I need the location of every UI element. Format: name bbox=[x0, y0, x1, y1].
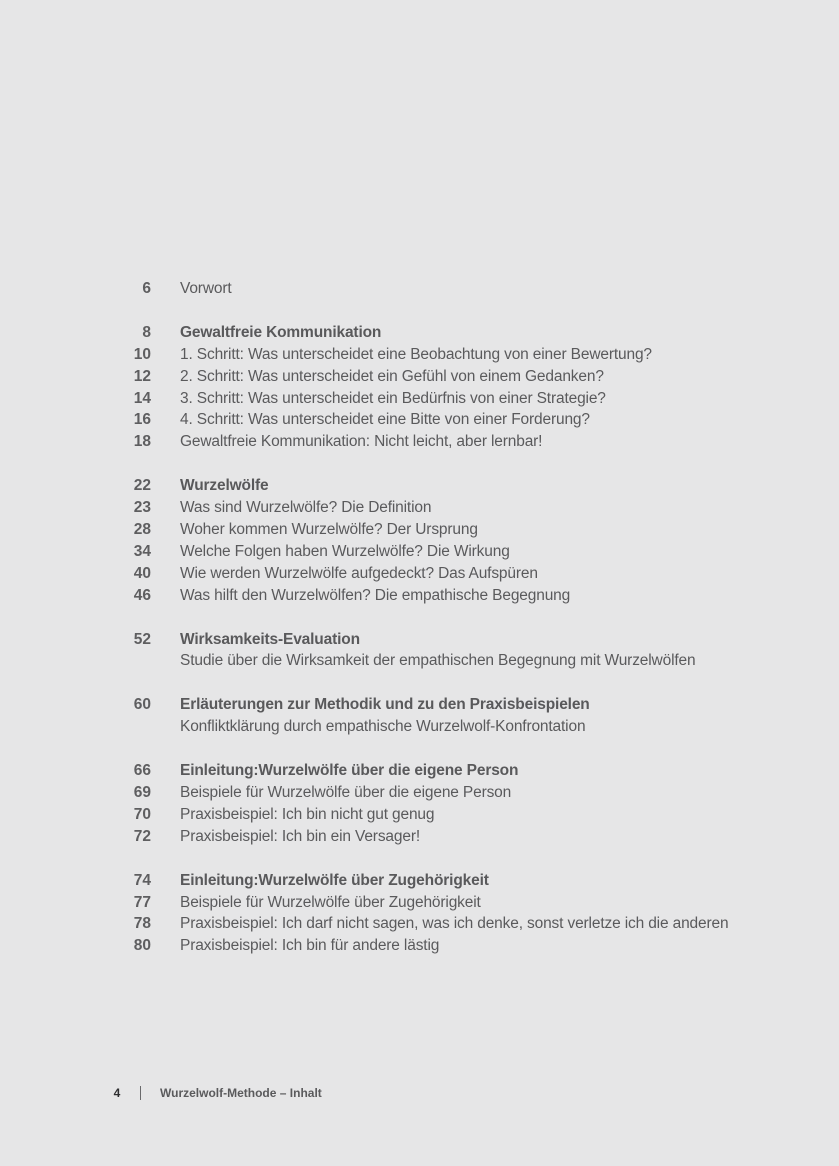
toc-page-number: 16 bbox=[133, 411, 151, 429]
toc-section bbox=[0, 694, 839, 738]
toc-section bbox=[0, 475, 839, 606]
toc-chapter-heading bbox=[0, 870, 839, 892]
toc-page-number: 70 bbox=[133, 805, 151, 823]
toc-page-number: 52 bbox=[133, 630, 151, 648]
footer-running-title: Wurzelwolf-Methode – Inhalt bbox=[160, 1086, 322, 1100]
footer-page-number: 4 bbox=[113, 1086, 121, 1100]
toc-entry bbox=[0, 344, 839, 366]
toc-entry-title: Wirksamkeits-Evaluation bbox=[180, 630, 360, 648]
toc-entry bbox=[0, 431, 839, 453]
toc-page-number: 72 bbox=[133, 827, 151, 845]
toc-page-number: 80 bbox=[133, 937, 151, 955]
toc-entry-title: Was sind Wurzelwölfe? Die Definition bbox=[180, 499, 432, 517]
toc-page-number: 60 bbox=[133, 696, 151, 714]
toc-entry-title: Wie werden Wurzelwölfe aufgedeckt? Das Aufspüren bbox=[180, 564, 538, 582]
toc-entry bbox=[0, 935, 839, 957]
page-footer bbox=[0, 1083, 839, 1103]
toc-entry-title: 4. Schritt: Was unterscheidet eine Bitte von einer Forderung? bbox=[180, 411, 590, 429]
toc-entry-title: Gewaltfreie Kommunikation: Nicht leicht, aber lernbar! bbox=[180, 433, 543, 451]
toc-entry-title: Vorwort bbox=[180, 280, 232, 297]
toc-entry bbox=[0, 388, 839, 410]
toc-entry bbox=[0, 278, 839, 300]
toc-entry bbox=[0, 585, 839, 607]
toc-chapter-heading bbox=[0, 629, 839, 651]
toc-page-number: 12 bbox=[133, 367, 151, 385]
toc-entry bbox=[0, 716, 839, 738]
toc-entry-title: Beispiele für Wurzelwölfe über Zugehörigkeit bbox=[180, 893, 481, 911]
toc-section bbox=[0, 870, 839, 958]
toc-page-number: 23 bbox=[133, 499, 151, 517]
toc-page-number: 34 bbox=[133, 542, 151, 560]
toc-entry-title: 3. Schritt: Was unterscheidet ein Bedürfnis von einer Strategie? bbox=[180, 389, 606, 407]
toc-entry-title: 2. Schritt: Was unterscheidet ein Gefühl von einem Gedanken? bbox=[180, 367, 604, 385]
toc-section bbox=[0, 278, 839, 300]
toc-entry bbox=[0, 782, 839, 804]
toc-entry bbox=[0, 913, 839, 935]
toc-entry-title: Beispiele für Wurzelwölfe über die eigene Person bbox=[180, 784, 512, 802]
toc-page-number: 69 bbox=[133, 784, 151, 802]
toc-chapter-heading bbox=[0, 694, 839, 716]
toc-entry-title: Studie über die Wirksamkeit der empathischen Begegnung mit Wurzelwölfen bbox=[180, 652, 696, 670]
toc-entry-title: Konfliktklärung durch empathische Wurzelwolf-Konfrontation bbox=[180, 718, 586, 736]
toc-page-number: 18 bbox=[133, 433, 151, 451]
toc-entry bbox=[0, 497, 839, 519]
toc-page-number: 14 bbox=[133, 389, 151, 407]
toc-entry bbox=[0, 519, 839, 541]
toc-entry-title: Praxisbeispiel: Ich darf nicht sagen, was ich denke, sonst verletze ich die anderen bbox=[180, 915, 729, 933]
toc-entry-title: Praxisbeispiel: Ich bin für andere lästig bbox=[180, 937, 440, 955]
toc-entry-title: Welche Folgen haben Wurzelwölfe? Die Wirkung bbox=[180, 542, 510, 560]
toc-page-number: 10 bbox=[133, 345, 151, 363]
toc-entry-title: Wurzelwölfe bbox=[180, 477, 269, 495]
toc-entry bbox=[0, 804, 839, 826]
toc-page-number: 66 bbox=[133, 762, 151, 780]
toc-entry-title: Praxisbeispiel: Ich bin nicht gut genug bbox=[180, 805, 435, 823]
toc-page-number: 40 bbox=[133, 564, 151, 582]
toc-chapter-heading bbox=[0, 322, 839, 344]
toc-page-number: 78 bbox=[133, 915, 151, 933]
toc-section bbox=[0, 322, 839, 453]
table-of-contents bbox=[0, 278, 839, 979]
toc-entry bbox=[0, 409, 839, 431]
toc-page-number: 8 bbox=[142, 323, 151, 341]
toc-page-number: 6 bbox=[142, 280, 151, 297]
toc-entry bbox=[0, 563, 839, 585]
toc-page-number: 74 bbox=[133, 871, 151, 889]
toc-entry-title: 1. Schritt: Was unterscheidet eine Beobachtung von einer Bewertung? bbox=[180, 345, 652, 363]
toc-section bbox=[0, 760, 839, 848]
toc-page-number: 77 bbox=[133, 893, 151, 911]
toc-section bbox=[0, 629, 839, 673]
toc-chapter-heading bbox=[0, 475, 839, 497]
toc-entry-title: Was hilft den Wurzelwölfen? Die empathische Begegnung bbox=[180, 586, 571, 604]
toc-entry bbox=[0, 826, 839, 848]
toc-entry-title: Einleitung:Wurzelwölfe über die eigene Person bbox=[180, 762, 519, 780]
toc-chapter-heading bbox=[0, 760, 839, 782]
toc-page-number: 46 bbox=[133, 586, 151, 604]
toc-entry-title: Erläuterungen zur Methodik und zu den Praxisbeispielen bbox=[180, 696, 590, 714]
toc-page-number: 22 bbox=[133, 477, 151, 495]
toc-entry bbox=[0, 892, 839, 914]
footer-divider bbox=[140, 1086, 141, 1100]
toc-entry-title: Praxisbeispiel: Ich bin ein Versager! bbox=[180, 827, 420, 845]
toc-page-number: 28 bbox=[133, 521, 151, 539]
toc-entry-title: Gewaltfreie Kommunikation bbox=[180, 323, 382, 341]
toc-entry bbox=[0, 650, 839, 672]
toc-entry-title: Woher kommen Wurzelwölfe? Der Ursprung bbox=[180, 521, 478, 539]
toc-entry bbox=[0, 541, 839, 563]
toc-entry-title: Einleitung:Wurzelwölfe über Zugehörigkeit bbox=[180, 871, 489, 889]
toc-entry bbox=[0, 366, 839, 388]
